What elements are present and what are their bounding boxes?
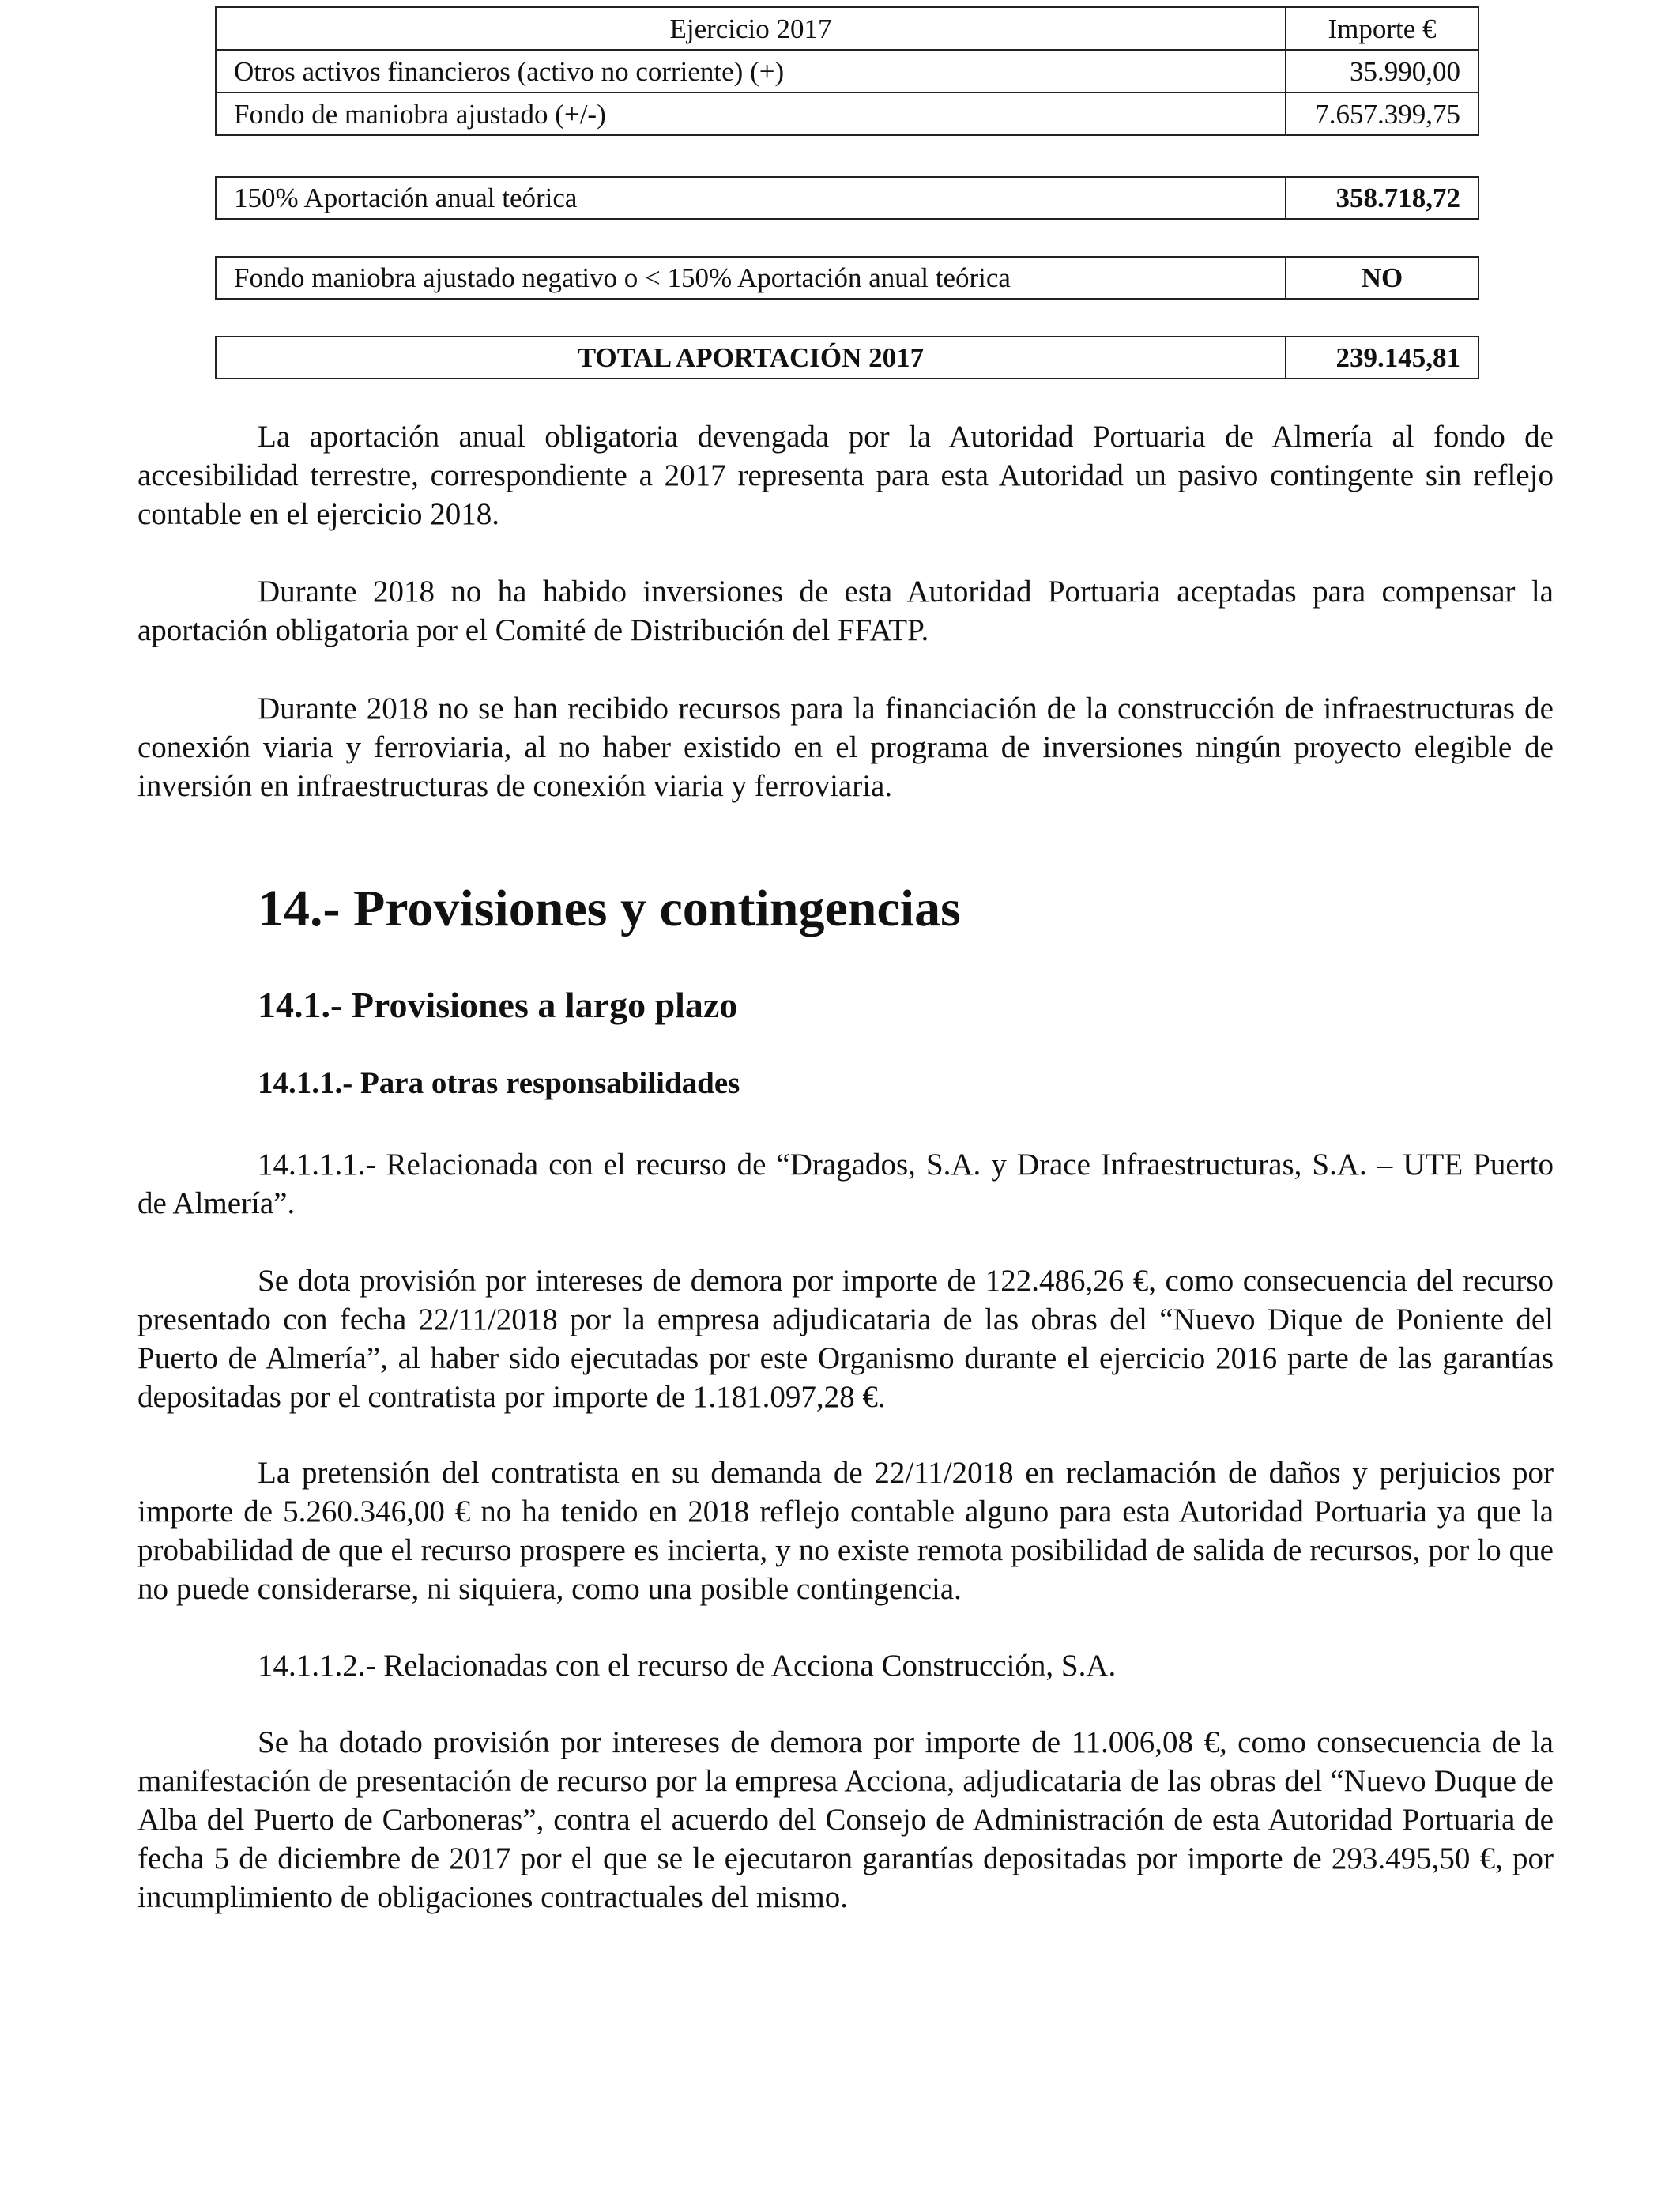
row-value: 358.718,72 [1286, 177, 1478, 219]
paragraph-contingent-liability: La aportación anual obligatoria devengada por la Autoridad Portuaria de Almería al fondo de accesibilidad terrestre, correspondiente a 2017 representa para esta Autoridad un pasivo contingente sin reflejo contable en el ejercicio 2018. [137, 420, 1554, 531]
row-label: 150% Aportación anual teórica [216, 177, 1286, 219]
table-row [216, 177, 1478, 219]
paragraph-acciona-provision: Se ha dotado provisión por intereses de demora por importe de 11.006,08 €, como consecuencia de la manifestación de presentación de recurso por la empresa Acciona, adjudicataria de las obras del “Nuevo Duque de Alba del Puerto de Carboneras”, contra el acuerdo del Consejo de Administración de esta Autoridad Portuaria de fecha 5 de diciembre de 2017 por el que se le ejecutaron garantías depositadas por importe de 293.495,50 €, por incumplimiento de obligaciones contractuales del mismo. [137, 1725, 1554, 1914]
table-row [216, 337, 1478, 379]
total-label: TOTAL APORTACIÓN 2017 [216, 337, 1286, 379]
table-row [216, 50, 1478, 92]
theoretical-contribution-table [215, 176, 1479, 220]
header-ejercicio: Ejercicio 2017 [216, 7, 1286, 50]
row-label: Fondo de maniobra ajustado (+/-) [216, 92, 1286, 135]
total-value: 239.145,81 [1286, 337, 1478, 379]
paragraph-no-resources: Durante 2018 no se han recibido recursos para la financiación de la construcción de infraestructuras de conexión viaria y ferroviaria, al no haber existido en el programa de inversiones ningún proyecto elegible de inversión en infraestructuras de conexión viaria y ferroviaria. [137, 692, 1554, 803]
header-importe: Importe € [1286, 7, 1478, 50]
row-value: 35.990,00 [1286, 50, 1478, 92]
section-heading: 14.- Provisiones y contingencias [258, 880, 961, 937]
paragraph-acciona-heading: 14.1.1.2.- Relacionadas con el recurso de Acciona Construcción, S.A. [258, 1649, 1117, 1683]
paragraph-dragados-provision: Se dota provisión por intereses de demora por importe de 122.486,26 €, como consecuencia del recurso presentado con fecha 22/11/2018 por la empresa adjudicataria de las obras del “Nuevo Dique de Poniente del Puerto de Almería”, al haber sido ejecutadas por este Organismo durante el ejercicio 2016 parte de las garantías depositadas por el contratista por importe de 1.181.097,28 €. [137, 1264, 1554, 1414]
paragraph-dragados-heading: 14.1.1.1.- Relacionada con el recurso de “Dragados, S.A. y Drace Infraestructuras, S.A. – UTE Puerto de Almería”. [137, 1148, 1554, 1220]
row-label: Fondo maniobra ajustado negativo o < 150% Aportación anual teórica [216, 257, 1286, 299]
paragraph-contractor-claim: La pretensión del contratista en su demanda de 22/11/2018 en reclamación de daños y perjuicios por importe de 5.260.346,00 € no ha tenido en 2018 reflejo contable alguno para esta Autoridad Portuaria ya que la probabilidad de que el recurso prospere es incierta, y no existe remota posibilidad de salida de recursos, por lo que no puede considerarse, ni siquiera, como una posible contingencia. [137, 1456, 1554, 1606]
row-value: NO [1286, 257, 1478, 299]
contribution-table [215, 6, 1479, 136]
table-row [216, 92, 1478, 135]
total-contribution-table [215, 336, 1479, 379]
working-capital-check-table [215, 256, 1479, 300]
row-value: 7.657.399,75 [1286, 92, 1478, 135]
row-label: Otros activos financieros (activo no corriente) (+) [216, 50, 1286, 92]
subsection-heading: 14.1.- Provisiones a largo plazo [258, 985, 738, 1025]
subsubsection-heading: 14.1.1.- Para otras responsabilidades [258, 1066, 740, 1100]
table-header-row [216, 7, 1478, 50]
paragraph-no-investments: Durante 2018 no ha habido inversiones de esta Autoridad Portuaria aceptadas para compensar la aportación obligatoria por el Comité de Distribución del FFATP. [137, 575, 1554, 647]
table-row [216, 257, 1478, 299]
